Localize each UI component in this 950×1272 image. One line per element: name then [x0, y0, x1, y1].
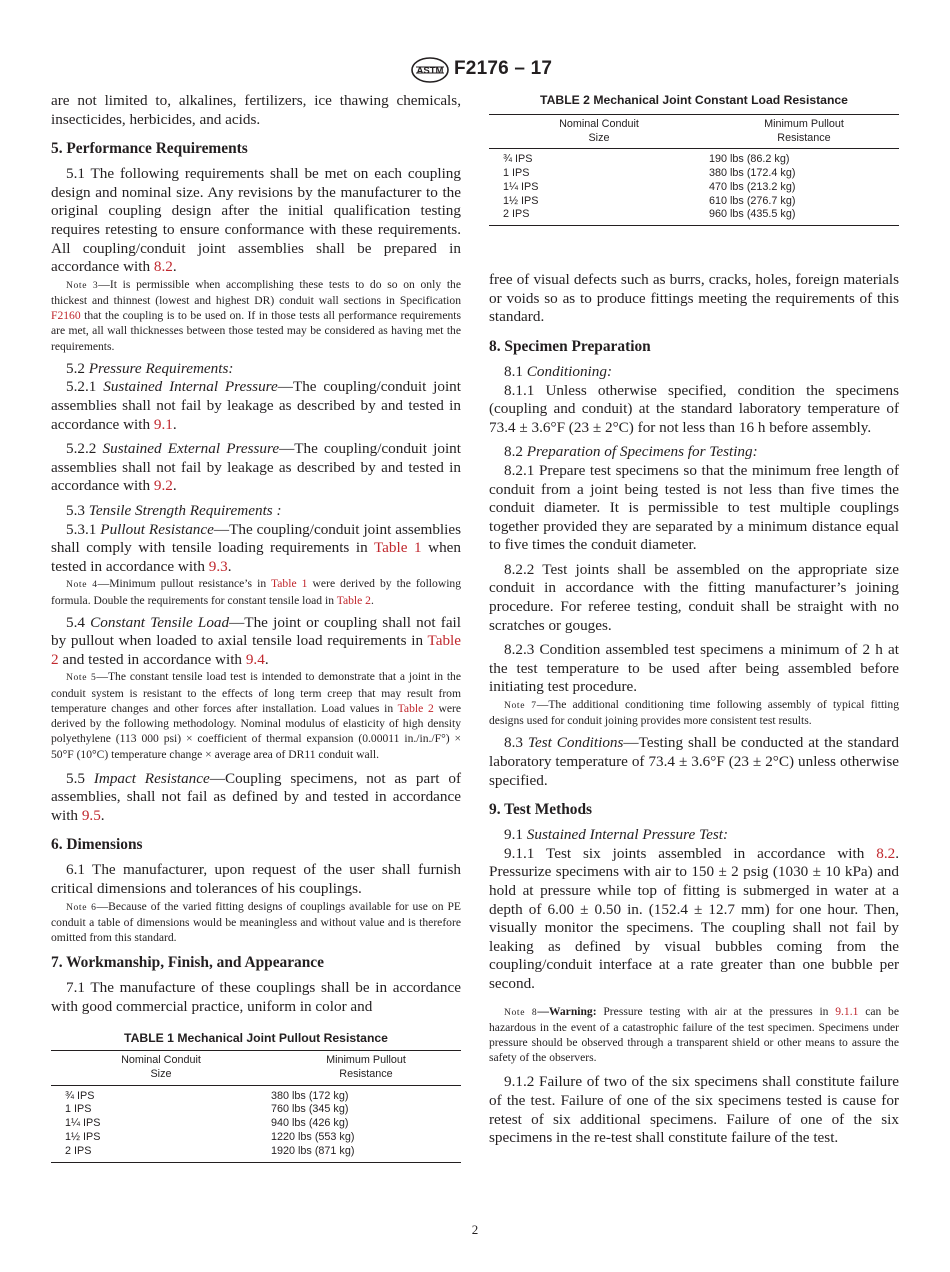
- note4-ref-table-2-link[interactable]: Table 2: [336, 593, 371, 607]
- table-1-header-resistance: Minimum Pullout Resistance: [271, 1051, 461, 1085]
- table-2-header-size: Nominal Conduit Size: [489, 115, 709, 149]
- table-row: 1 IPS 380 lbs (172.4 kg): [503, 166, 796, 179]
- intro-continuation: are not limited to, alkalines, fertilizers, ice thawing chemicals, insecticides, herbicides, and acids.: [51, 92, 461, 128]
- para-8-3: 8.3 Test Conditions—Testing shall be conducted at the standard laboratory temperature of 73.4 ± 3.6°F (23 ± 2°C) unless otherwise specified.: [489, 734, 900, 789]
- para-8-1-1: 8.1.1 Unless otherwise specified, condition the specimens (coupling and conduit) at the standard laboratory temperature of 73.4 ± 3.6°F (23 ± 2°C) for not less than 16 h before assembly.: [489, 381, 899, 436]
- para-5-3: 5.3 Tensile Strength Requirements :: [66, 501, 282, 519]
- svg-text:ASTM: ASTM: [416, 65, 444, 77]
- table-row: ¾ IPS 190 lbs (86.2 kg): [503, 153, 790, 166]
- para-8-2-3: 8.2.3 Condition assembled test specimens a minimum of 2 h at the test temperature to be used after being assembled before initiating test procedure.: [489, 641, 899, 696]
- para-7-1: 7.1 The manufacture of these couplings shall be in accordance with good commercial practice, uniform in color and: [51, 979, 461, 1015]
- right-column: [489, 92, 899, 1148]
- table-2-title: TABLE 2 Mechanical Joint Constant Load Resistance: [540, 93, 848, 107]
- page-number: 2: [471, 1222, 479, 1237]
- ref-9-4-link[interactable]: 9.4: [245, 650, 265, 668]
- ref-9-5-link[interactable]: 9.5: [81, 806, 101, 824]
- para-8-2-2: 8.2.2 Test joints shall be assembled on the appropriate size conduit in accordance with the fitting manufacturer’s joining procedure. For referee testing, conduit shall be straight with no scratches or gouges.: [489, 560, 899, 634]
- note-5: Note 5—The constant tensile load test is intended to demonstrate that a joint in the conduit system is resistant to the effects of long term creep that may result from temperature changes and other forces after installation. Load values in Table 2 were derived by the following methodology. Nominal modulus of elasticity of high density polyethylene (113 000 psi) × coefficient of thermal expansion (0.00011 in./in./F°) × 50°F (10°C) temperature change × average area of DR11 conduit wall.: [51, 670, 462, 761]
- para-5-3-1: 5.3.1 Pullout Resistance—The coupling/conduit joint assemblies shall comply with tensile loading requirements in Table 1 when tested in accordance with 9.3.: [51, 520, 462, 575]
- para-9-1-1: 9.1.1 Test six joints assembled in accordance with 8.2. Pressurize specimens with air to 150 ± 2 psig (1030 ± 10 kPa) and hold at pressure while top of fitting is submerged in water at a depth of 6.00 ± 0.50 in. (152.4 ± 12.7 mm) for one hour. Then, visually monitor the specimens. The coupling shall not fail by leaking as defined by visual bubbles coming from the coupling/conduit interface at a rate greater than one bubble per second.: [489, 844, 899, 992]
- section-9-heading: 9. Test Methods: [489, 801, 593, 819]
- table-row: 1¼ IPS 470 lbs (213.2 kg): [503, 180, 796, 193]
- para-9-1-2: 9.1.2 Failure of two of the six specimens shall constitute failure of the test. Failure of one of the six specimens tested is cause for retest of six additional specimens. Failure of one of the six specimens in the re-test shall constitute failure of the test.: [489, 1073, 899, 1147]
- ref-table-2-link[interactable]: Table 2: [51, 632, 461, 668]
- para-5-2-2: 5.2.2 Sustained External Pressure—The coupling/conduit joint assemblies shall not fail by leakage as described by and tested in accordance with 9.2.: [51, 440, 461, 495]
- para-5-5: 5.5 Impact Resistance—Coupling specimens, not as part of assemblies, shall not fail as defined by and tested in accordance with 9.5.: [51, 769, 462, 824]
- para-6-1: 6.1 The manufacturer, upon request of the user shall furnish critical dimensions and tolerances of his couplings.: [51, 861, 461, 898]
- astm-logo-icon: [410, 57, 450, 83]
- para-5-2-1: 5.2.1 Sustained Internal Pressure—The coupling/conduit joint assemblies shall not fail by leakage as described by and tested in accordance with 9.1.: [51, 378, 461, 433]
- note-6: Note 6—Because of the varied fitting designs of couplings available for use on PE conduit a table of dimensions would be meaningless and without value and is therefore omitted from this standard.: [51, 899, 461, 945]
- para-8-1: 8.1 Conditioning:: [504, 362, 613, 380]
- para-5-2: 5.2 Pressure Requirements:: [66, 359, 234, 377]
- section-5-heading: 5. Performance Requirements: [51, 140, 248, 158]
- section-6-heading: 6. Dimensions: [51, 836, 143, 854]
- para-5-1: 5.1 The following requirements shall be met on each coupling design and nominal size. Any revisions by the manufacturer to the original coupling design after the initial qualification testing requires retesting to ensure conformance with these requirements. All coupling/conduit joint assemblies shall be prepared in accordance with 8.2.: [51, 165, 461, 276]
- table-row: 1½ IPS 610 lbs (276.7 kg): [503, 194, 796, 207]
- ref-9-1-link[interactable]: 9.1: [153, 415, 173, 433]
- note-8: Note 8—Warning: Pressure testing with air at the pressures in 9.1.1 can be hazardous in the event of a catastrophic failure of the test specimen. Specimens under pressure should be observed through a transparent shield or other means to assure the safety of the observers.: [489, 1004, 899, 1065]
- ref-9-3-link[interactable]: 9.3: [208, 557, 228, 575]
- table-row: ¾ IPS 380 lbs (172 kg): [65, 1089, 349, 1102]
- para-9-1: 9.1 Sustained Internal Pressure Test:: [504, 826, 729, 844]
- table-1-title: TABLE 1 Mechanical Joint Pullout Resistance: [124, 1031, 388, 1046]
- table-row: 1¼ IPS 940 lbs (426 kg): [65, 1117, 349, 1130]
- note-3: Note 3—It is permissible when accomplishing these tests to do so on only the thickest and thinnest (lowest and highest DR) conduit wall sections in Specification F2160 that the coupling is to be used on. If in those tests all performance requirements are met, all wall thicknesses between those tested may be considered as having met the requirements.: [51, 277, 461, 353]
- table-row: 1 IPS 760 lbs (345 kg): [65, 1103, 349, 1116]
- table-row: 1½ IPS 1220 lbs (553 kg): [65, 1131, 355, 1144]
- ref-9-1-1-link[interactable]: 9.1.1: [835, 1004, 859, 1018]
- left-column: [51, 92, 461, 1163]
- section-8-heading: 8. Specimen Preparation: [489, 337, 651, 355]
- para-5-4: 5.4 Constant Tensile Load—The joint or coupling shall not fail by pullout when loaded to axial tensile load requirements in Table 2 and tested in accordance with 9.4.: [51, 613, 461, 668]
- table-row: 2 IPS 1920 lbs (871 kg): [65, 1144, 355, 1157]
- ref-8-2-link[interactable]: 8.2: [153, 258, 173, 276]
- table-2-header-resistance: Minimum Pullout Resistance: [709, 115, 899, 149]
- para-7-1-continuation: free of visual defects such as burrs, cracks, holes, foreign materials or voids so as to produce fittings meeting the requirements of this standard.: [489, 271, 899, 326]
- note-4: Note 4—Minimum pullout resistance’s in Table 1 were derived by the following formula. Double the requirements for constant tensile load in Table 2.: [51, 577, 462, 607]
- ref-table-1-link[interactable]: Table 1: [373, 539, 422, 557]
- table-1: [51, 1050, 461, 1162]
- ref-f2160-link[interactable]: F2160: [51, 309, 81, 323]
- note5-ref-table-2-link[interactable]: Table 2: [397, 701, 434, 715]
- table-1-header-size: Nominal Conduit Size: [51, 1051, 271, 1085]
- ref-8-2-link-2[interactable]: 8.2: [876, 844, 896, 862]
- note4-ref-table-1-link[interactable]: Table 1: [271, 577, 308, 591]
- document-designation: F2176 – 17: [454, 58, 553, 79]
- table-row: 2 IPS 960 lbs (435.5 kg): [503, 208, 796, 221]
- para-8-2: 8.2 Preparation of Specimens for Testing:: [504, 443, 758, 461]
- section-7-heading: 7. Workmanship, Finish, and Appearance: [51, 954, 324, 972]
- table-2: [489, 114, 899, 226]
- ref-9-2-link[interactable]: 9.2: [153, 477, 173, 495]
- note-7: Note 7—The additional conditioning time following assembly of typical fitting designs used for conduit joining provides more consistent test results.: [489, 698, 899, 728]
- para-8-2-1: 8.2.1 Prepare test specimens so that the minimum free length of conduit from a joint being tested is not less than five times the conduit diameter. It is permissible to test multiple couplings together provided they are separated by a minimum distance equal to five times the conduit diameter.: [489, 461, 899, 554]
